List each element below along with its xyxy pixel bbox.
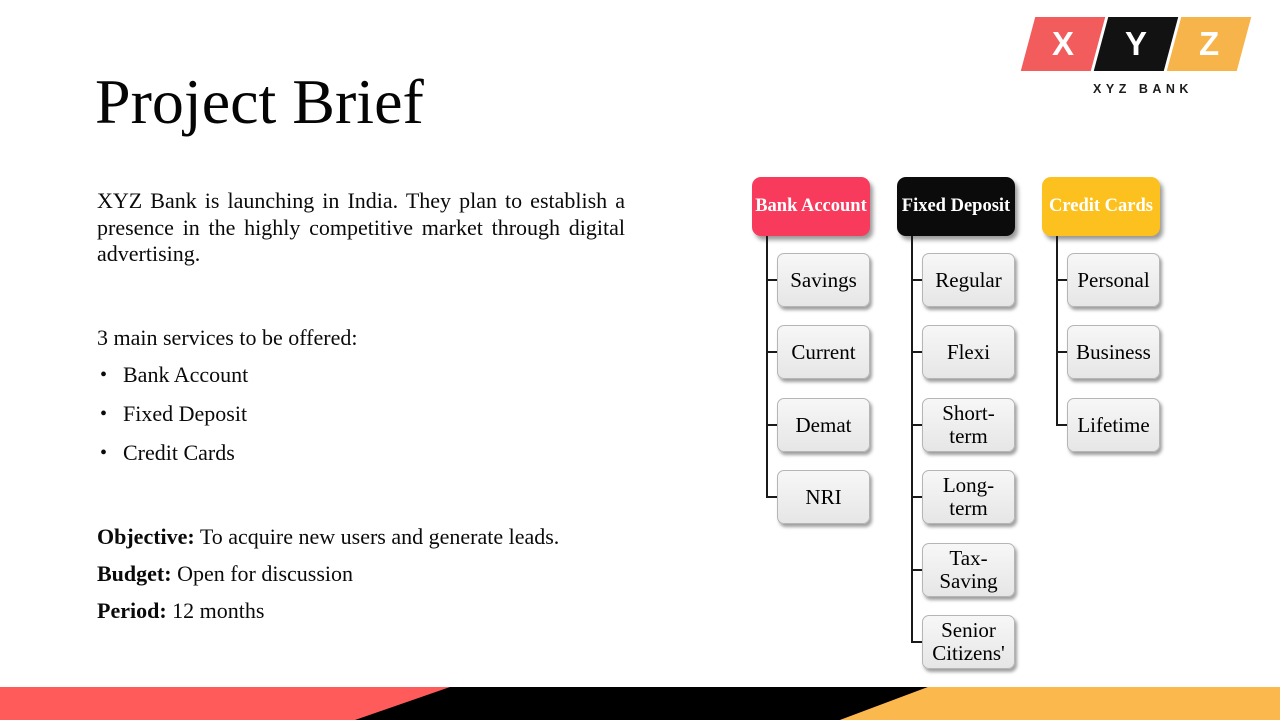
logo-letter-z: Z (1198, 25, 1220, 62)
period-text: 12 months (172, 598, 265, 623)
service-item-bank-account: • Bank Account (97, 362, 248, 388)
diagram-node-business: Business (1067, 325, 1160, 379)
objective-line (97, 524, 559, 550)
footer-stripe (0, 687, 1280, 720)
diagram-node-senior-citizens: Senior Citizens' (922, 615, 1015, 669)
intro-paragraph: XYZ Bank is launching in India. They plan to establish a presence in the highly competitive market through digital advertising. (97, 188, 625, 266)
diagram-node-lifetime: Lifetime (1067, 398, 1160, 452)
logo-mark-z (1167, 17, 1251, 71)
details-block (97, 524, 559, 635)
logo-mark-y (1094, 17, 1178, 71)
diagram-node-regular: Regular (922, 253, 1015, 307)
services-intro: 3 main services to be offered: (97, 325, 358, 350)
diagram-header-credit-cards: Credit Cards (1042, 177, 1160, 236)
objective-label: Objective: (97, 524, 195, 549)
service-item-fixed-deposit: • Fixed Deposit (97, 401, 248, 427)
budget-label: Budget: (97, 561, 172, 586)
logo-letter-y: Y (1124, 25, 1147, 62)
diagram-node-personal: Personal (1067, 253, 1160, 307)
period-label: Period: (97, 598, 167, 623)
logo-letter-x: X (1051, 25, 1074, 62)
period-line (97, 598, 559, 624)
budget-line (97, 561, 559, 587)
xyz-bank-logo (1028, 17, 1251, 96)
logo-mark-x (1021, 17, 1105, 71)
services-list (97, 362, 248, 479)
budget-text: Open for discussion (177, 561, 354, 586)
connector-line (911, 236, 913, 643)
objective-text: To acquire new users and generate leads. (199, 524, 560, 549)
diagram-header-bank-account: Bank Account (752, 177, 870, 236)
page-title: Project Brief (95, 66, 424, 137)
connector-line (1056, 236, 1058, 426)
logo-caption: XYZ BANK (1093, 82, 1193, 96)
diagram-node-demat: Demat (777, 398, 870, 452)
diagram-node-current: Current (777, 325, 870, 379)
logo-marks (1028, 17, 1251, 71)
diagram-node-long-term: Long-term (922, 470, 1015, 524)
service-item-credit-cards: • Credit Cards (97, 440, 248, 466)
diagram-header-fixed-deposit: Fixed Deposit (897, 177, 1015, 236)
diagram-node-nri: NRI (777, 470, 870, 524)
connector-line (766, 236, 768, 498)
diagram-node-savings: Savings (777, 253, 870, 307)
diagram-node-tax-saving: Tax-Saving (922, 543, 1015, 597)
diagram-node-short-term: Short-term (922, 398, 1015, 452)
diagram-node-flexi: Flexi (922, 325, 1015, 379)
